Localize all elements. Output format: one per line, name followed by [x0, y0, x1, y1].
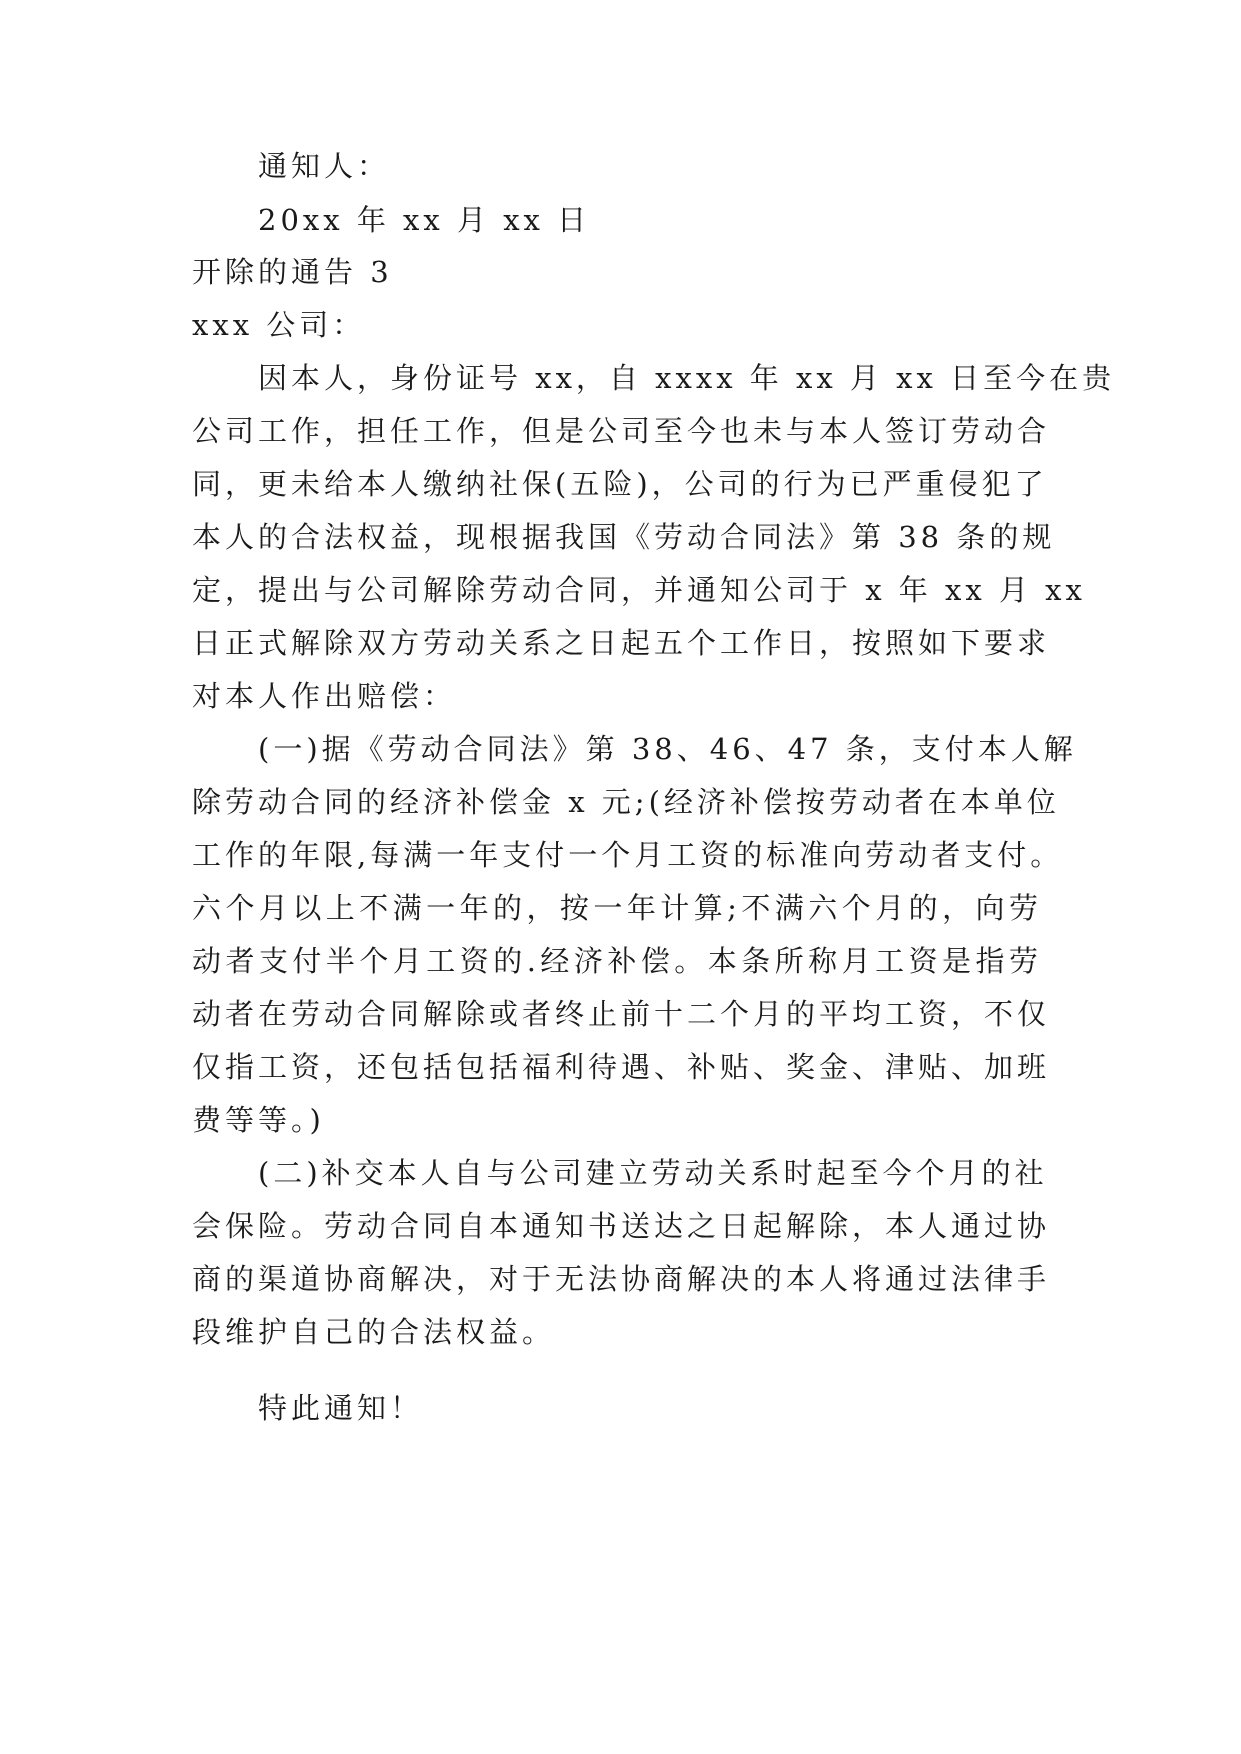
paragraph-line: 对本人作出赔偿：	[192, 679, 457, 713]
paragraph-line: 动者在劳动合同解除或者终止前十二个月的平均工资，不仅	[192, 997, 1051, 1031]
paragraph-line: 仅指工资，还包括包括福利待遇、补贴、奖金、津贴、加班	[192, 1050, 1051, 1084]
section-title: 开除的通告 3	[192, 255, 393, 289]
addressee: xxx 公司：	[192, 308, 366, 342]
date-line: 20xx 年 xx 月 xx 日	[258, 203, 591, 237]
paragraph-line: 六个月以上不满一年的，按一年计算;不满六个月的，向劳	[192, 891, 1042, 925]
paragraph-line: 会保险。劳动合同自本通知书送达之日起解除，本人通过协	[192, 1209, 1051, 1243]
paragraph-line: 日正式解除双方劳动关系之日起五个工作日，按照如下要求	[192, 626, 1051, 660]
paragraph-line: 商的渠道协商解决，对于无法协商解决的本人将通过法律手	[192, 1262, 1051, 1296]
paragraph-line: 段维护自己的合法权益。	[192, 1315, 556, 1349]
paragraph-line: 工作的年限,每满一年支付一个月工资的标准向劳动者支付。	[192, 838, 1064, 872]
paragraph-line: 除劳动合同的经济补偿金 x 元;(经济补偿按劳动者在本单位	[192, 785, 1060, 819]
paragraph-line: 费等等。)	[192, 1103, 325, 1137]
notifier-label: 通知人：	[258, 149, 391, 183]
closing-line: 特此通知！	[258, 1391, 424, 1425]
paragraph-line: 同，更未给本人缴纳社保(五险)，公司的行为已严重侵犯了	[192, 467, 1048, 501]
paragraph-line: 动者支付半个月工资的.经济补偿。本条所称月工资是指劳	[192, 944, 1042, 978]
paragraph-line: (一)据《劳动合同法》第 38、46、47 条，支付本人解	[258, 732, 1077, 766]
paragraph-line: 公司工作，担任工作，但是公司至今也未与本人签订劳动合	[192, 414, 1051, 448]
paragraph-line: 本人的合法权益，现根据我国《劳动合同法》第 38 条的规	[192, 520, 1056, 554]
paragraph-line: 因本人，身份证号 xx，自 xxxx 年 xx 月 xx 日至今在贵	[258, 361, 1116, 395]
paragraph-line: 定，提出与公司解除劳动合同，并通知公司于 x 年 xx 月 xx	[192, 573, 1086, 607]
paragraph-line: (二)补交本人自与公司建立劳动关系时起至今个月的社	[258, 1156, 1048, 1190]
